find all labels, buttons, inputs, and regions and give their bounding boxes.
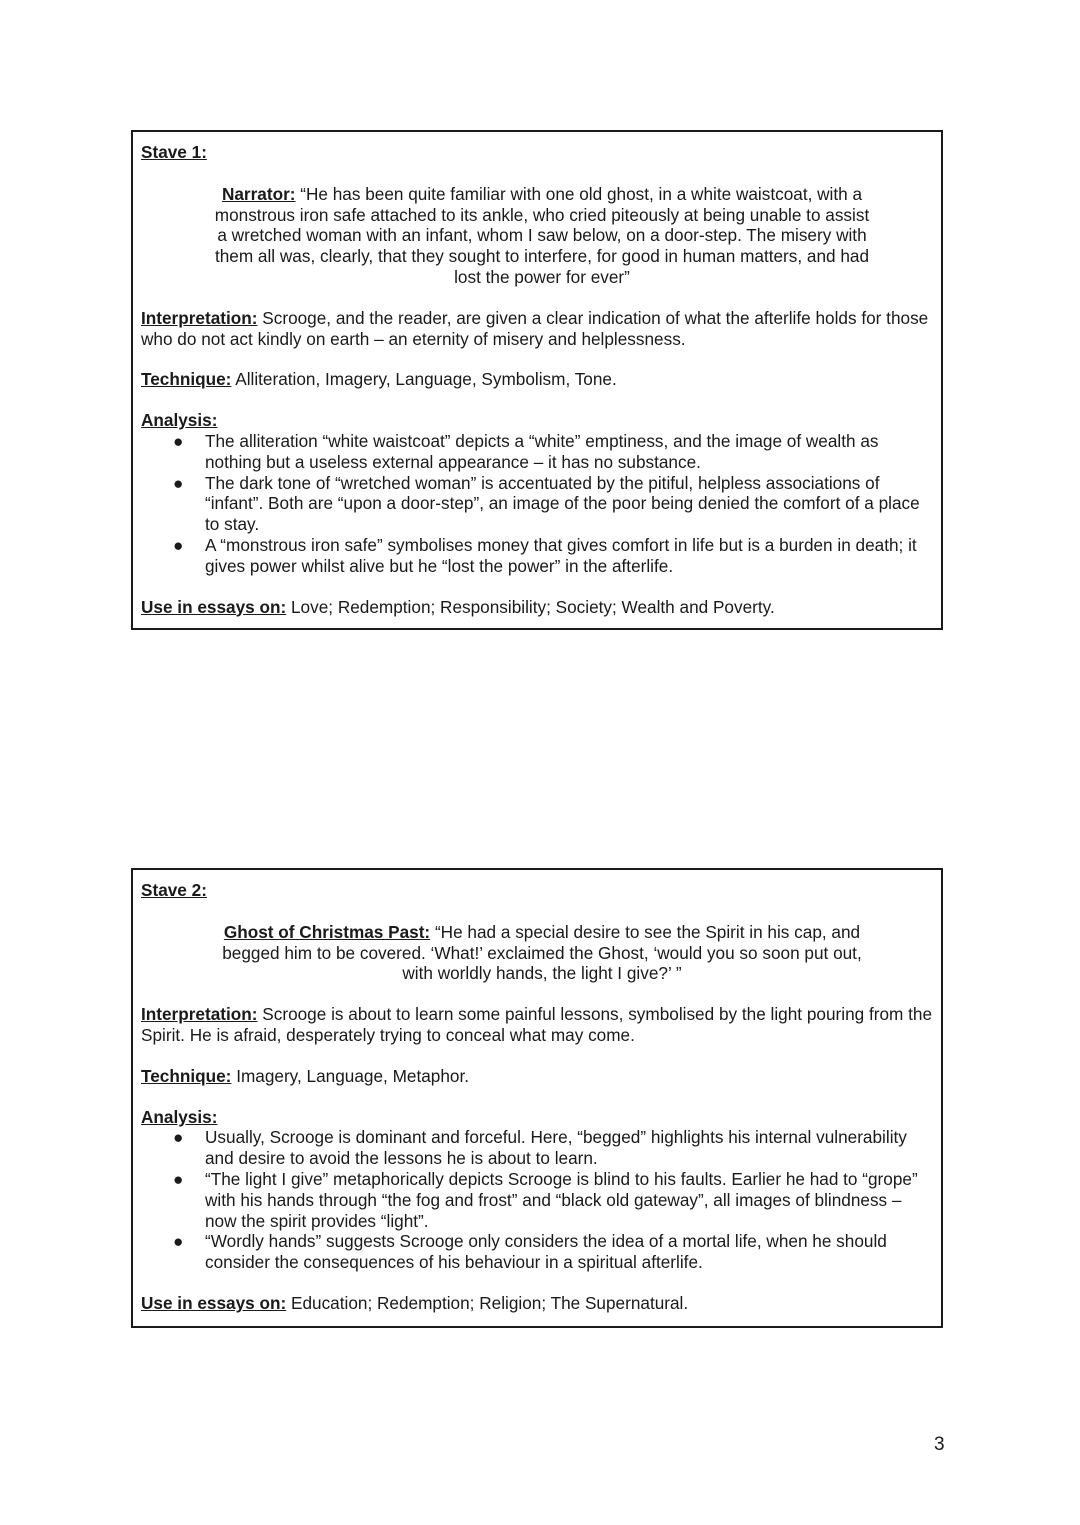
stave-2-card <box>131 868 943 1328</box>
stave-2-title <box>141 880 933 901</box>
stave-1-interpretation-label: Interpretation: <box>141 307 258 328</box>
bullet-icon: ● <box>173 430 184 451</box>
stave-1-quote-text: “He has been quite familiar with one old ghost, in a white waistcoat, with a monstrous iron safe attached to its ankle, who cried piteously at being unable to assist a wretched woman with an infant, whom I saw below, on a door-step. The misery with them all was, clearly, that they sought to interfere, for good in human matters, and had lost the power for ever” <box>214 183 870 287</box>
stave-2-use-text: Education; Redemption; Religion; The Supernatural. <box>291 1292 689 1313</box>
stave-2-technique-text: Imagery, Language, Metaphor. <box>236 1065 470 1086</box>
list-item <box>141 535 933 577</box>
stave-1-title <box>141 142 933 163</box>
stave-1-analysis <box>141 410 933 576</box>
stave-1-technique-text: Alliteration, Imagery, Language, Symbolism, Tone. <box>235 369 617 390</box>
bullet-icon: ● <box>173 472 184 493</box>
stave-1-title-text: Stave 1: <box>141 142 207 162</box>
list-item <box>141 1127 933 1169</box>
analysis-point-text: A “monstrous iron safe” symbolises money that gives comfort in life but is a burden in death; it gives power whilst alive but he “lost the power” in the afterlife. <box>205 534 917 576</box>
stave-2-analysis-label: Analysis: <box>141 1106 218 1127</box>
analysis-point-text: Usually, Scrooge is dominant and forceful. Here, “begged” highlights his internal vulnerability and desire to avoid the lessons he is about to learn. <box>205 1127 907 1169</box>
stave-1-card <box>131 130 943 630</box>
stave-2-quote-label: Ghost of Christmas Past: <box>223 921 431 942</box>
stave-2-interpretation-label: Interpretation: <box>141 1004 258 1025</box>
stave-1-technique-label: Technique: <box>141 369 232 390</box>
stave-1-use-text: Love; Redemption; Responsibility; Society; Wealth and Poverty. <box>291 596 775 617</box>
analysis-point-text: “Wordly hands” suggests Scrooge only considers the idea of a mortal life, when he should consider the consequences of his behaviour in a spiritual afterlife. <box>205 1231 887 1273</box>
stave-2-technique-label: Technique: <box>141 1065 232 1086</box>
stave-2-use-label: Use in essays on: <box>141 1292 287 1313</box>
stave-1-analysis-label: Analysis: <box>141 410 218 431</box>
bullet-icon: ● <box>173 534 184 555</box>
list-item <box>141 473 933 535</box>
bullet-icon: ● <box>173 1231 184 1252</box>
list-item <box>141 1231 933 1273</box>
stave-2-title-text: Stave 2: <box>141 880 207 900</box>
bullet-icon: ● <box>173 1168 184 1189</box>
analysis-point-text: The alliteration “white waistcoat” depicts a “white” emptiness, and the image of wealth as nothing but a useless external appearance – it has no substance. <box>205 430 879 472</box>
stave-2-analysis-list <box>141 1127 933 1273</box>
stave-1-interpretation-text: Scrooge, and the reader, are given a clear indication of what the afterlife holds for those who do not act kindly on earth – an eternity of misery and helplessness. <box>141 307 929 349</box>
stave-2-quote <box>141 922 933 984</box>
stave-1-analysis-list <box>141 431 933 577</box>
stave-2-interpretation-text: Scrooge is about to learn some painful lessons, symbolised by the light pouring from the Spirit. He is afraid, desperately trying to conceal what may come. <box>141 1004 933 1045</box>
stave-1-quote <box>141 184 933 288</box>
stave-2-technique <box>141 1066 933 1087</box>
stave-1-quote-label: Narrator: <box>221 183 296 204</box>
analysis-point-text: “The light I give” metaphorically depicts Scrooge is blind to his faults. Earlier he had to “grope” with his hands through “the fog and frost” and “black old gateway”, all images of blindness – now the spirit provides “light”. <box>205 1168 918 1231</box>
list-item <box>141 1169 933 1231</box>
page-number: 3 <box>934 1434 945 1455</box>
stave-2-analysis <box>141 1107 933 1273</box>
stave-1-use-in-essays <box>141 597 933 618</box>
stave-1-interpretation <box>141 308 933 350</box>
bullet-icon: ● <box>173 1127 184 1148</box>
list-item <box>141 431 933 473</box>
stave-1-use-label: Use in essays on: <box>141 596 287 617</box>
stave-2-use-in-essays <box>141 1293 933 1314</box>
stave-2-interpretation <box>141 1004 933 1046</box>
analysis-point-text: The dark tone of “wretched woman” is accentuated by the pitiful, helpless associations of “infant”. Both are “upon a door-step”, an image of the poor being denied the comfort of a place to stay. <box>205 472 920 535</box>
stave-2-quote-text: “He had a special desire to see the Spirit in his cap, and begged him to be covered. ‘What!’ exclaimed the Ghost, ‘would you so soon put out, with worldly hands, the light I give?’ ” <box>222 921 862 984</box>
stave-1-technique <box>141 369 933 390</box>
